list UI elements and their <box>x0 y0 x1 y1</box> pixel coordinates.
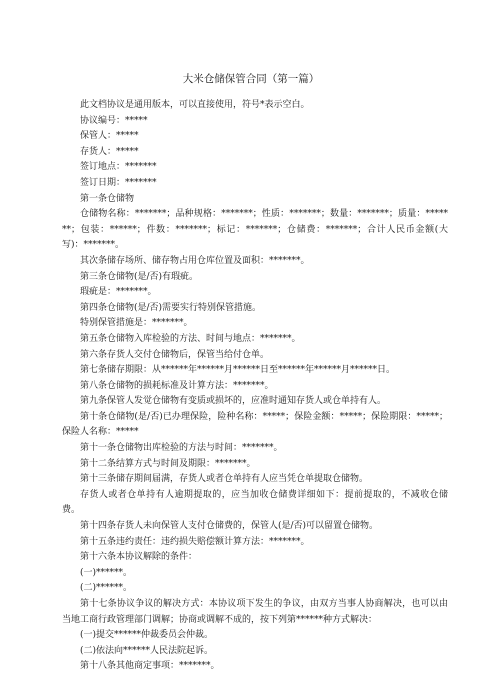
paragraph: 第十八条其他商定事项：*******。 <box>80 661 220 672</box>
list-item: (一)******。 <box>80 567 133 578</box>
paragraph: 存货人或者仓单持有人逾期提取的，应当加收仓储费详细如下：提前提取的，不减收仓储费。 <box>62 489 448 516</box>
clause-heading: 第一条仓储物 <box>80 193 135 204</box>
agreement-number-line: 协议编号：***** <box>80 115 148 126</box>
paragraph: 第十四条存货人未向保管人支付仓储费的，保管人(是/否)可以留置仓储物。 <box>80 521 379 532</box>
paragraph: 第十五条违约责任：违约损失赔偿额计算方法：*******。 <box>80 536 310 547</box>
paragraph: 第十三条储存期间届满，存货人或者仓单持有人应当凭仓单提取仓储物。 <box>80 474 369 485</box>
list-item: (二)******。 <box>80 583 133 594</box>
signing-date-line: 签订日期：******* <box>80 177 157 188</box>
signing-place-line: 签订地点：******* <box>80 162 157 173</box>
paragraph: 第十一条仓储物出库检验的方法与时间：*******。 <box>80 443 283 454</box>
paragraph: 仓储物名称：*******；品种规格：*******；性质：*******；数量：*******；质量：*******；包装：******；件数：*******；标记：*******；仓储费：*******；合计人民币金额(大写)：*******。 <box>62 209 448 251</box>
paragraph: 第四条仓储物(是/否)需要实行特别保管措施。 <box>80 302 262 313</box>
list-item: (二)依法向******人民法院起诉。 <box>80 645 214 656</box>
document-body <box>62 98 448 675</box>
paragraph: 第十七条协议争议的解决方式：本协议项下发生的争议，由双方当事人协商解决，也可以由当地工商行政管理部门调解；协商或调解不成的，按下列第******种方式解决： <box>62 599 448 625</box>
paragraph: 第十二条结算方式与时间及期限：*******。 <box>80 458 256 469</box>
depositor-line: 存货人：***** <box>80 146 139 157</box>
custodian-line: 保管人：***** <box>80 131 139 142</box>
document-title: 大米仓储保管合同（第一篇） <box>182 73 320 85</box>
paragraph: 瑕疵是：*******。 <box>80 287 157 298</box>
paragraph: 第三条仓储物(是/否)有瑕疵。 <box>80 271 199 282</box>
paragraph: 其次条储存场所、储存物占用仓库位置及面积：*******。 <box>80 255 310 266</box>
paragraph: 第十六条本协议解除的条件： <box>80 552 198 563</box>
paragraph: 第五条仓储物入库检验的方法、时间与地点：*******。 <box>80 333 301 344</box>
paragraph: 第七条储存期限：从******年******月******日至******年******月******日。 <box>80 365 396 376</box>
paragraph: 特别保管措施是：*******。 <box>80 318 193 329</box>
paragraph: 第六条存货人交付仓储物后，保管当给付仓单。 <box>80 349 270 360</box>
list-item: (一)提交******仲裁委员会仲裁。 <box>80 630 214 641</box>
paragraph: 第九条保管人发觉仓储物有变质或损坏的，应准时通知存货人或仓单持有人。 <box>80 396 387 407</box>
paragraph: 第十条仓储物(是/否)已办理保险，险种名称：*****；保险金额：*****；保险期限：*****；保险人名称：***** <box>62 411 448 438</box>
paragraph: 此文档协议是通用版本，可以直接使用，符号*表示空白。 <box>80 100 310 110</box>
paragraph: 第八条仓储物的损耗标准及计算方法：*******。 <box>80 380 274 391</box>
